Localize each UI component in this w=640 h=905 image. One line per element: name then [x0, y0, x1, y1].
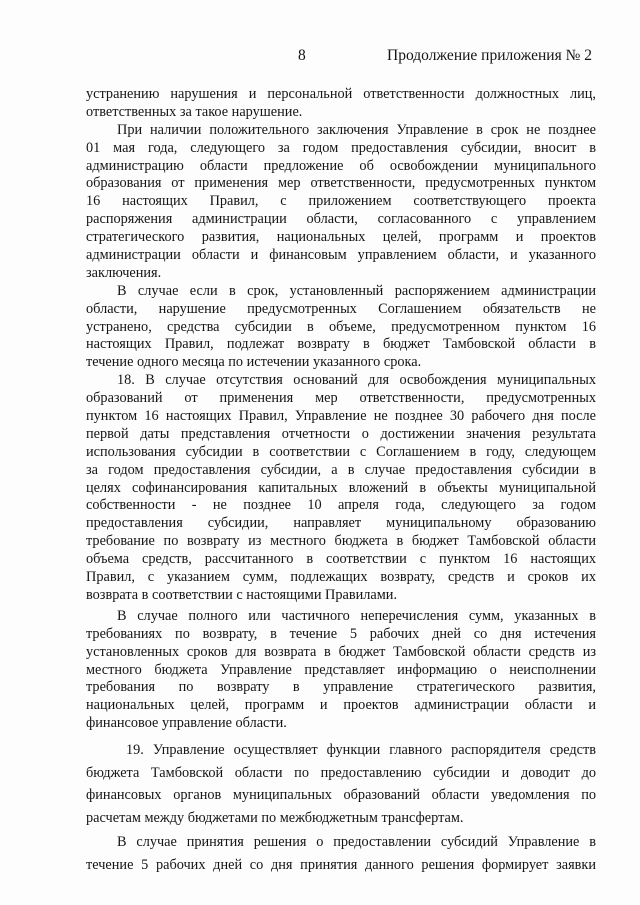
text-line: использования субсидии в соответствии с Соглашением в году, следующем	[86, 443, 596, 460]
paragraph	[86, 739, 596, 829]
text-line: предоставления субсидии, направляет муниципальному образованию	[86, 515, 596, 532]
text-line: первой даты представления отчетности о достижении значения результата	[86, 425, 596, 442]
text-line: 16 настоящих Правил, с приложением соответствующего проекта	[86, 193, 596, 210]
page-header	[0, 47, 640, 67]
appendix-label: Продолжение приложения № 2	[387, 47, 592, 64]
text-line: пунктом 16 настоящих Правил, Управление не позднее 30 рабочего дня после	[86, 408, 596, 425]
text-line: 18. В случае отсутствия оснований для освобождения муниципальных	[117, 372, 596, 389]
text-line: финансовых органов муниципальных образований области уведомления по	[86, 787, 596, 804]
text-line: национальных целей, программ и проектов администрации области и	[86, 697, 596, 714]
text-line: распоряжения администрации области, согласованного с управлением	[86, 211, 596, 228]
text-line: объема средств, рассчитанного в соответствии с пунктом 16 настоящих	[86, 551, 596, 568]
document-body	[86, 86, 596, 876]
text-line: местного бюджета Управление представляет информацию о неисполнении	[86, 661, 596, 678]
text-line: требование по возврату из местного бюджета в бюджет Тамбовской области	[86, 533, 596, 550]
text-line: В случае принятия решения о предоставлении субсидий Управление в	[117, 834, 596, 851]
paragraph	[86, 86, 596, 122]
text-line: финансовое управление области.	[86, 715, 287, 732]
text-line: администрацию области предложение об освобождении муниципального	[86, 157, 596, 174]
text-line: расчетам между бюджетами по межбюджетным трансфертам.	[86, 809, 464, 826]
text-line: В случае полного или частичного неперечисления сумм, указанных в	[117, 607, 596, 624]
text-line: 19. Управление осуществляет функции главного распорядителя средств	[126, 742, 596, 759]
text-line: установленных сроков для возврата в бюджет Тамбовской области средств из	[86, 643, 596, 660]
paragraph	[86, 831, 596, 876]
text-line: области, нарушение предусмотренных Соглашением обязательств не	[86, 300, 596, 317]
text-line: устранено, средства субсидии в объеме, предусмотренном пунктом 16	[86, 318, 596, 335]
paragraph	[86, 122, 596, 283]
text-line: требованиях по возврату, в течение 5 рабочих дней со дня истечения	[86, 625, 596, 642]
text-line: стратегического развития, национальных целей, программ и проектов	[86, 229, 596, 246]
text-line: настоящих Правил, подлежат возврату в бюджет Тамбовской области в	[86, 336, 596, 353]
text-line: Правил, с указанием сумм, подлежащих возврату, средств и сроков их	[86, 569, 596, 586]
text-line: требования по возврату в управление стратегического развития,	[86, 679, 596, 696]
text-line: 01 мая года, следующего за годом предоставления субсидии, вносит в	[86, 139, 596, 156]
text-line: бюджета Тамбовской области по предоставлению субсидии и доводит до	[86, 764, 596, 781]
page-number: 8	[298, 47, 306, 64]
paragraph	[86, 608, 596, 733]
text-line: При наличии положительного заключения Управление в срок не позднее	[117, 121, 596, 138]
text-line: В случае если в срок, установленный распоряжением администрации	[117, 282, 596, 299]
paragraph	[86, 283, 596, 372]
text-line: течение одного месяца по истечении указанного срока.	[86, 354, 422, 371]
text-line: целях софинансирования капитальных вложений в объекты муниципальной	[86, 479, 596, 496]
text-line: образований от применения мер ответственности, предусмотренных	[86, 390, 596, 407]
text-line: заключения.	[86, 264, 162, 281]
text-line: течение 5 рабочих дней со дня принятия данного решения формирует заявки	[86, 856, 596, 873]
text-line: устранению нарушения и персональной ответственности должностных лиц,	[86, 86, 596, 102]
text-line: собственности - не позднее 10 апреля года, следующего за годом	[86, 497, 596, 514]
paragraph	[86, 372, 596, 605]
text-line: за годом предоставления субсидии, а в случае предоставления субсидии в	[86, 461, 596, 478]
text-line: администрации области и финансовым управлением области, и указанного	[86, 247, 596, 264]
text-line: ответственных за такое нарушение.	[86, 103, 303, 120]
text-line: образования от применения мер ответственности, предусмотренных пунктом	[86, 175, 596, 192]
text-line: возврата в соответствии с настоящими Правилами.	[86, 586, 398, 603]
